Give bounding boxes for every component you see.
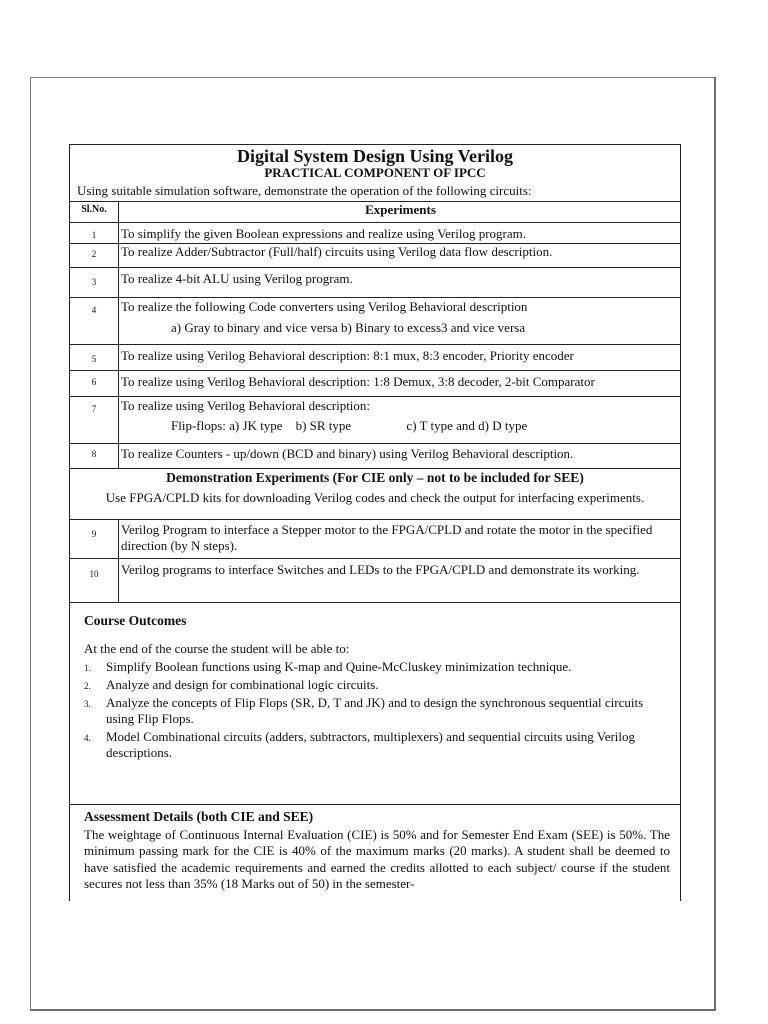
course-subtitle: PRACTICAL COMPONENT OF IPCC bbox=[264, 165, 486, 180]
assessment-body: The weightage of Continuous Internal Evaluation (CIE) is 50% and for Semester End Exam (SEE) is 50%. The minimum passing mark for the CIE is 40% of the maximum marks (20 marks). A student shall be deemed to have satisfied the academic requirements and earned the credits allotted to each subject/ course if the student secures not less than 35% (18 Marks out of 50) in the semester- bbox=[84, 826, 670, 891]
demo-section bbox=[70, 468, 680, 519]
row-text: Verilog Program to interface a Stepper motor to the FPGA/CPLD and rotate the motor in the specified direction (by N steps). bbox=[119, 519, 681, 558]
item-number: 3. bbox=[84, 698, 91, 709]
row-text: To simplify the given Boolean expressions and realize using Verilog program. bbox=[119, 222, 681, 243]
assessment-section bbox=[70, 805, 680, 893]
row-text: To realize 4-bit ALU using Verilog program. bbox=[119, 267, 681, 297]
row-number: 6 bbox=[70, 370, 119, 396]
row-number: 10 bbox=[70, 558, 119, 602]
list-item bbox=[84, 659, 670, 675]
outcomes-list bbox=[84, 659, 670, 761]
item-text: Analyze the concepts of Flip Flops (SR, D, T and JK) and to design the synchronous sequential circuits using Flip Flops. bbox=[106, 694, 644, 726]
list-item bbox=[84, 729, 670, 761]
item-text: Model Combinational circuits (adders, subtractors, multiplexers) and sequential circuits using Verilog descriptions. bbox=[106, 728, 636, 760]
row-text: To realize the following Code converters using Verilog Behavioral description bbox=[121, 298, 528, 314]
list-item bbox=[84, 695, 670, 727]
table-row bbox=[70, 267, 680, 297]
col-header-experiments: Experiments bbox=[119, 202, 681, 222]
row-number: 5 bbox=[70, 344, 119, 370]
row-subtext: a) Gray to binary and vice versa b) Binary to excess3 and vice versa bbox=[171, 319, 526, 335]
course-outcomes-heading: Course Outcomes bbox=[84, 612, 187, 628]
row-number: 4 bbox=[70, 297, 119, 344]
col-header-slno: Sl.No. bbox=[70, 202, 119, 222]
instruction-text: Using suitable simulation software, demonstrate the operation of the following circuits: bbox=[77, 183, 532, 198]
item-text: Analyze and design for combinational logic circuits. bbox=[106, 676, 379, 692]
course-title: Digital System Design Using Verilog bbox=[236, 146, 513, 166]
table-row bbox=[70, 519, 680, 558]
list-item bbox=[84, 677, 670, 693]
course-outcomes-section bbox=[70, 603, 680, 805]
row-text: To realize using Verilog Behavioral description: bbox=[121, 397, 371, 413]
table-row bbox=[70, 222, 680, 243]
row-number: 8 bbox=[70, 443, 119, 468]
row-number: 3 bbox=[70, 267, 119, 297]
item-text: Simplify Boolean functions using K-map and Quine-McCluskey minimization technique. bbox=[106, 658, 572, 674]
syllabus-frame bbox=[69, 144, 681, 901]
row-number: 7 bbox=[70, 396, 119, 443]
row-text: To realize Adder/Subtractor (Full/half) circuits using Verilog data flow description. bbox=[119, 243, 681, 267]
row-number: 2 bbox=[70, 243, 119, 267]
item-number: 1. bbox=[84, 662, 91, 673]
table-row bbox=[70, 558, 680, 602]
experiments-table bbox=[70, 202, 680, 603]
row-text: Verilog programs to interface Switches and LEDs to the FPGA/CPLD and demonstrate its working. bbox=[119, 558, 681, 602]
row-text: To realize using Verilog Behavioral description: 1:8 Demux, 3:8 decoder, 2-bit Comparator bbox=[119, 370, 681, 396]
table-row bbox=[70, 297, 680, 344]
demo-description: Use FPGA/CPLD kits for downloading Verilog codes and check the output for interfacing experiments. bbox=[105, 489, 645, 505]
table-row bbox=[70, 443, 680, 468]
row-number: 9 bbox=[70, 519, 119, 558]
item-number: 2. bbox=[84, 680, 91, 691]
row-text: To realize using Verilog Behavioral description: 8:1 mux, 8:3 encoder, Priority encoder bbox=[119, 344, 681, 370]
table-row bbox=[70, 396, 680, 443]
course-outcomes-intro: At the end of the course the student will be able to: bbox=[84, 640, 350, 656]
demo-title: Demonstration Experiments (For CIE only – not to be included for SEE) bbox=[166, 469, 584, 485]
table-row bbox=[70, 370, 680, 396]
table-header-row bbox=[70, 202, 680, 222]
item-number: 4. bbox=[84, 732, 91, 743]
table-row bbox=[70, 344, 680, 370]
syllabus-header bbox=[70, 145, 680, 202]
row-number: 1 bbox=[70, 222, 119, 243]
row-text: To realize Counters - up/down (BCD and binary) using Verilog Behavioral description. bbox=[119, 443, 681, 468]
table-row bbox=[70, 243, 680, 267]
row-subtext: Flip-flops: a) JK type b) SR type c) T type and d) D type bbox=[171, 417, 528, 433]
assessment-heading: Assessment Details (both CIE and SEE) bbox=[84, 808, 314, 824]
